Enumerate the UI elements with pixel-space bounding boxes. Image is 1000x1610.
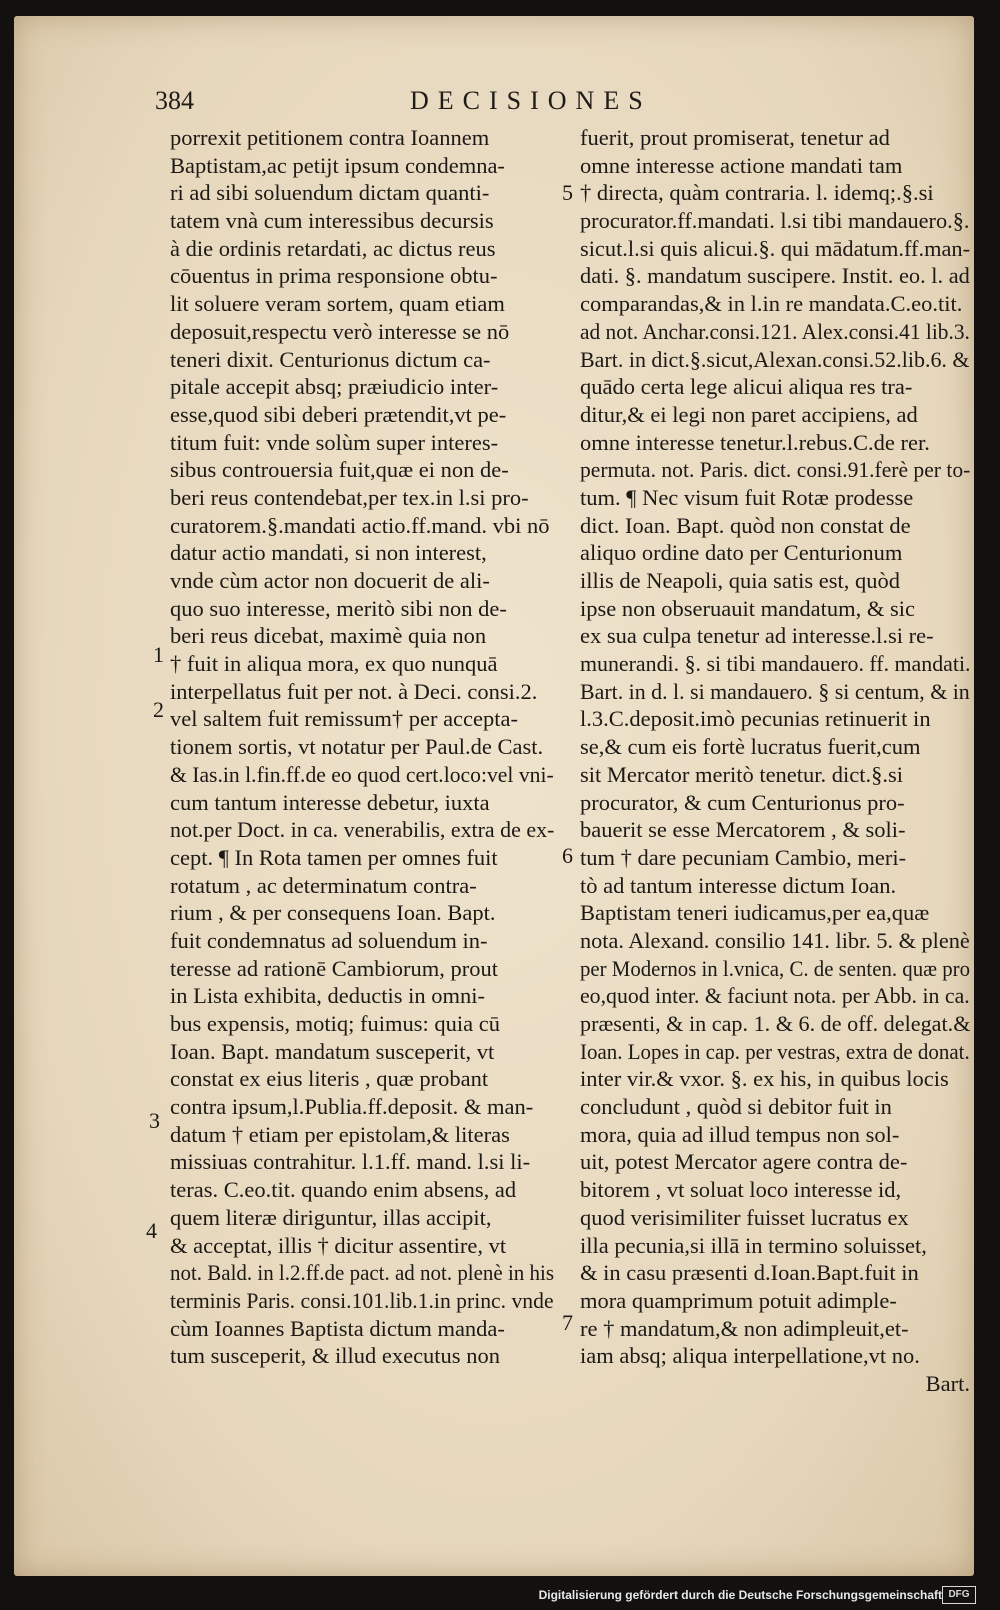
text-line: rotatum , ac determinatum contra- [170, 872, 477, 898]
text-line: Bart. [925, 1370, 970, 1396]
text-line: quo suo interesse, meritò sibi non de- [170, 595, 507, 621]
text-line: deposuit,respectu verò interesse se nō [170, 318, 510, 344]
text-line: tò ad tantum interesse dictum Ioan. [580, 872, 897, 898]
text-line: not.per Doct. in ca. venerabilis, extra de ex- [170, 817, 555, 843]
text-line: Bart. in d. l. si mandauero. § si centum, & in [580, 678, 970, 704]
text-line: pitale accepit absq; præiudicio inter- [170, 374, 499, 400]
text-line: munerandi. §. si tibi mandauero. ff. mandati. [580, 651, 971, 677]
margin-number: 6 [562, 843, 573, 868]
text-line: bus expensis, motiq; fuimus: quia cū [170, 1011, 500, 1036]
dfg-logo: DFG [942, 1586, 976, 1604]
text-line: illa pecunia,si illā in termino soluisset, [580, 1232, 927, 1258]
text-line: ex sua culpa tenetur ad interesse.l.si re- [580, 623, 934, 649]
text-line: mora quamprimum potuit adimple- [580, 1287, 897, 1313]
margin-number: 2 [153, 697, 164, 722]
text-line: tionem sortis, vt notatur per Paul.de Cast. [170, 734, 544, 760]
text-line: vnde cùm actor non docuerit de ali- [170, 568, 490, 593]
text-line: sibus controuersia fuit,quæ ei non de- [170, 457, 509, 483]
text-line: cōuentus in prima responsione obtu- [170, 263, 498, 289]
text-line: cept. ¶ In Rota tamen per omnes fuit [170, 844, 498, 870]
text-line: quod verisimiliter fuisset lucratus ex [580, 1204, 909, 1230]
text-line: curatorem.§.mandati actio.ff.mand. vbi nō [170, 512, 550, 538]
text-line: cum tantum interesse debetur, iuxta [170, 789, 490, 815]
page-header [155, 86, 875, 120]
text-line: bauerit se esse Mercatorem , & soli- [580, 817, 906, 843]
text-line: not. Bald. in l.2.ff.de pact. ad not. plenè in his [170, 1260, 554, 1286]
text-line: dati. §. mandatum suscipere. Instit. eo. l. ad [580, 263, 970, 289]
text-line: tatem vnà cum interessibus decursis [170, 208, 494, 234]
text-line: omne interesse actione mandati tam [580, 152, 903, 178]
text-line: bitorem , vt soluat loco interesse id, [580, 1177, 902, 1203]
text-line: iam absq; aliqua interpellatione,vt no. [580, 1343, 920, 1369]
text-line: procurator.ff.mandati. l.si tibi mandauero.§. [580, 208, 970, 234]
text-line: l.3.C.deposit.imò pecunias retinuerit in [580, 706, 931, 732]
text-line: Baptistam,ac petijt ipsum condemna- [170, 152, 505, 178]
text-line: ditur,& ei legi non paret accipiens, ad [580, 401, 918, 427]
text-line: fuit condemnatus ad soluendum in- [170, 927, 488, 953]
text-line: interpellatus fuit per not. à Deci. consi.2. [170, 678, 538, 704]
text-line: sicut.l.si quis alicui.§. qui mādatum.ff.man- [580, 235, 971, 261]
margin-number: 7 [562, 1310, 573, 1335]
right-text-column [580, 124, 970, 1398]
text-line: quem literæ diriguntur, illas accipit, [170, 1204, 492, 1230]
margin-number: 4 [146, 1218, 157, 1243]
text-line: aliquo ordine dato per Centurionum [580, 540, 903, 566]
text-line: Bart. in dict.§.sicut,Alexan.consi.52.lib.6. & [580, 346, 970, 372]
text-line: tum. ¶ Nec visum fuit Rotæ prodesse [580, 484, 914, 510]
text-line: esse,quod sibi deberi prætendit,vt pe- [170, 401, 507, 427]
text-line: comparandas,& in l.in re mandata.C.eo.tit. [580, 291, 963, 317]
text-line: se,& cum eis fortè lucratus fuerit,cum [580, 734, 921, 760]
text-line: teras. C.eo.tit. quando enim absens, ad [170, 1177, 517, 1203]
text-line: præsenti, & in cap. 1. & 6. de off. delegat.& [580, 1011, 971, 1036]
text-line: teresse ad rationē Cambiorum, prout [170, 955, 499, 981]
margin-number: 5 [562, 180, 573, 205]
margin-number: 3 [149, 1108, 160, 1133]
running-title: DECISIONES [410, 86, 652, 115]
text-line: procurator, & cum Centurionus pro- [580, 789, 905, 815]
text-line: dict. Ioan. Bapt. quòd non constat de [580, 512, 911, 538]
text-line: datum † etiam per epistolam,& literas [170, 1121, 510, 1147]
text-line: in Lista exhibita, deductis in omni- [170, 983, 485, 1009]
text-line: teneri dixit. Centurionus dictum ca- [170, 346, 491, 372]
text-line: rium , & per consequens Ioan. Bapt. [170, 900, 496, 926]
text-line: terminis Paris. consi.101.lib.1.in princ. vnde [170, 1287, 554, 1313]
text-line: Baptistam teneri iudicamus,per ea,quæ [580, 900, 930, 926]
text-line: lit soluere veram sortem, quam etiam [170, 291, 505, 317]
text-line: Ioan. Lopes in cap. per vestras, extra de donat. [580, 1038, 970, 1064]
text-line: re † mandatum,& non adimpleuit,et- [580, 1315, 909, 1341]
text-line: titum fuit: vnde solùm super interes- [170, 429, 499, 455]
text-line: contra ipsum,l.Publia.ff.deposit. & man- [170, 1094, 534, 1120]
text-line: eo,quod inter. & faciunt nota. per Abb. in ca. [580, 983, 970, 1009]
text-line: concludunt , quòd si debitor fuit in [580, 1094, 892, 1120]
text-line: ad not. Anchar.consi.121. Alex.consi.41 lib.3. [580, 318, 970, 344]
text-line: ipse non obseruauit mandatum, & sic [580, 595, 915, 621]
text-line: permuta. not. Paris. dict. consi.91.ferè per to- [580, 457, 971, 483]
text-line: missiuas contrahitur. l.1.ff. mand. l.si li- [170, 1149, 531, 1175]
text-line: porrexit petitionem contra Ioannem [170, 125, 490, 150]
text-line: & acceptat, illis † dicitur assentire, vt [170, 1232, 507, 1258]
digitization-credit: Digitalisierung gefördert durch die Deutsche Forschungsgemeinschaft [538, 1588, 942, 1602]
text-line: † fuit in aliqua mora, ex quo nunquā [170, 651, 498, 677]
margin-number: 1 [153, 642, 164, 667]
text-line: inter vir.& vxor. §. ex his, in quibus locis [580, 1066, 949, 1092]
text-line: Ioan. Bapt. mandatum susceperit, vt [170, 1038, 495, 1064]
text-line: constat ex eius literis , quæ probant [170, 1066, 489, 1092]
text-line: fuerit, prout promiserat, tenetur ad [580, 125, 890, 150]
text-line: sit Mercator meritò tenetur. dict.§.si [580, 761, 904, 787]
text-line: & Ias.in l.fin.ff.de eo quod cert.loco:vel vni- [170, 761, 554, 787]
left-text-column [170, 124, 554, 1370]
text-line: illis de Neapoli, quia satis est, quòd [580, 568, 900, 593]
text-line: nota. Alexand. consilio 141. libr. 5. & plenè [580, 927, 970, 953]
text-line: uit, potest Mercator agere contra de- [580, 1149, 908, 1175]
text-line: beri reus contendebat,per tex.in l.si pro- [170, 484, 529, 510]
text-line: tum susceperit, & illud executus non [170, 1343, 500, 1369]
text-line: beri reus dicebat, maximè quia non [170, 623, 487, 649]
text-line: mora, quia ad illud tempus non sol- [580, 1121, 900, 1147]
text-line: omne interesse tenetur.l.rebus.C.de rer. [580, 429, 930, 455]
text-line: vel saltem fuit remissum† per accepta- [170, 706, 518, 732]
text-line: cùm Ioannes Baptista dictum manda- [170, 1315, 505, 1341]
text-line: datur actio mandati, si non interest, [170, 540, 487, 566]
text-line: quādo certa lege alicui aliqua res tra- [580, 374, 913, 400]
text-line: tum † dare pecuniam Cambio, meri- [580, 844, 907, 870]
text-line: per Modernos in l.vnica, C. de senten. quæ pro [580, 955, 971, 981]
text-line: † directa, quàm contraria. l. idemq;.§.si [580, 180, 934, 206]
text-line: & in casu præsenti d.Ioan.Bapt.fuit in [580, 1260, 919, 1286]
text-line: ri ad sibi soluendum dictam quanti- [170, 180, 490, 206]
text-line: à die ordinis retardati, ac dictus reus [170, 235, 496, 261]
page-number: 384 [155, 86, 194, 115]
